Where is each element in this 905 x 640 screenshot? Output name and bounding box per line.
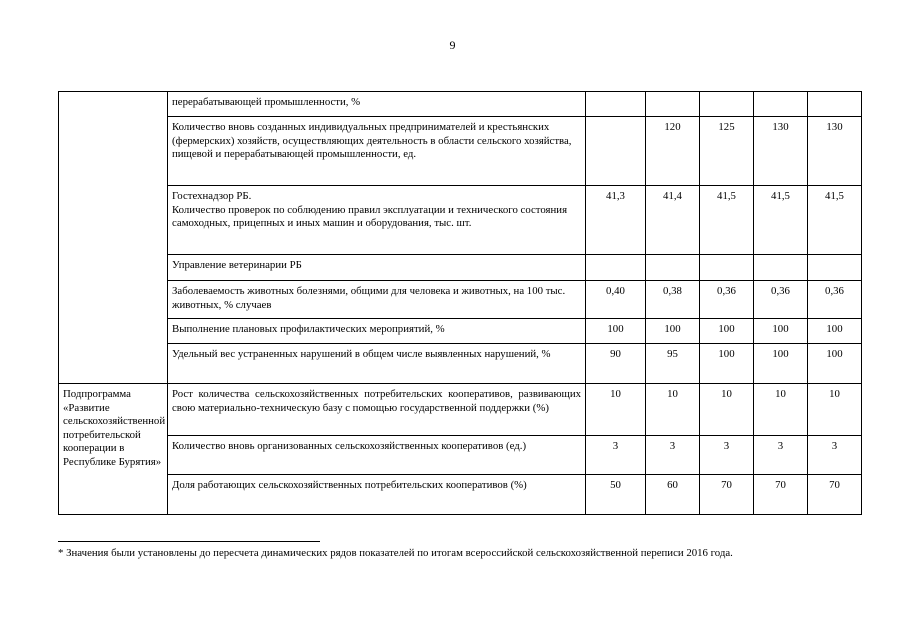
value-cell: 10 <box>808 384 862 436</box>
value-cell: 100 <box>700 319 754 344</box>
value-cell: 0,36 <box>754 281 808 319</box>
table-row <box>59 186 862 255</box>
value-cell: 100 <box>808 319 862 344</box>
value-cell <box>754 92 808 117</box>
table-row <box>59 344 862 384</box>
value-cell: 0,36 <box>700 281 754 319</box>
footnote-divider <box>58 541 320 542</box>
value-cell: 3 <box>808 436 862 475</box>
indicator-cell: перерабатывающей промышленности, % <box>168 92 586 117</box>
indicator-cell: Количество вновь организованных сельскохозяйственных кооперативов (ед.) <box>168 436 586 475</box>
value-cell <box>700 255 754 281</box>
footnote: * Значения были установлены до пересчета динамических рядов показателей по итогам всероссийской сельскохозяйственной переписи 2016 года. <box>58 547 733 559</box>
table-row <box>59 384 862 436</box>
value-cell <box>586 117 646 186</box>
indicator-cell <box>168 186 586 255</box>
value-cell <box>586 92 646 117</box>
value-cell: 120 <box>646 117 700 186</box>
value-cell: 0,36 <box>808 281 862 319</box>
value-cell: 41,5 <box>808 186 862 255</box>
value-cell: 50 <box>586 475 646 515</box>
value-cell: 100 <box>754 319 808 344</box>
table-row <box>59 117 862 186</box>
value-cell <box>586 255 646 281</box>
value-cell: 90 <box>586 344 646 384</box>
value-cell: 95 <box>646 344 700 384</box>
value-cell: 70 <box>700 475 754 515</box>
value-cell: 100 <box>646 319 700 344</box>
indicator-cell: Рост количества сельскохозяйственных потребительских кооперативов, развивающих свою материально-техническую базу с помощью государственной поддержки (%) <box>168 384 586 436</box>
value-cell <box>646 92 700 117</box>
value-cell <box>754 255 808 281</box>
indicator-heading: Гостехнадзор РБ. Количество проверок по соблюдению правил эксплуатации и технического состояния самоходных, прицепных и иных машин и оборудования, тыс. шт. <box>172 190 568 229</box>
value-cell <box>808 255 862 281</box>
value-cell: 0,40 <box>586 281 646 319</box>
value-cell <box>700 92 754 117</box>
value-cell: 3 <box>700 436 754 475</box>
value-cell: 3 <box>754 436 808 475</box>
indicators-table <box>58 91 862 515</box>
value-cell: 130 <box>808 117 862 186</box>
table-row <box>59 281 862 319</box>
section-heading: Управление ветеринарии РБ <box>168 255 586 281</box>
page-number: 9 <box>449 38 456 52</box>
value-cell: 41,3 <box>586 186 646 255</box>
value-cell: 3 <box>646 436 700 475</box>
value-cell: 100 <box>700 344 754 384</box>
value-cell: 130 <box>754 117 808 186</box>
subprogram-cell-empty <box>59 92 168 384</box>
value-cell: 41,4 <box>646 186 700 255</box>
indicator-cell: Заболеваемость животных болезнями, общими для человека и животных, на 100 тыс. животных, % случаев <box>168 281 586 319</box>
value-cell: 70 <box>808 475 862 515</box>
value-cell: 41,5 <box>700 186 754 255</box>
indicator-cell: Доля работающих сельскохозяйственных потребительских кооперативов (%) <box>168 475 586 515</box>
subprogram-name: Подпрограмма «Развитие сельскохозяйственной потребительской кооперации в Республике Бурятия» <box>59 384 168 515</box>
value-cell: 10 <box>646 384 700 436</box>
value-cell: 41,5 <box>754 186 808 255</box>
value-cell: 60 <box>646 475 700 515</box>
value-cell: 0,38 <box>646 281 700 319</box>
value-cell: 70 <box>754 475 808 515</box>
value-cell: 100 <box>586 319 646 344</box>
table-row <box>59 436 862 475</box>
table-row <box>59 475 862 515</box>
value-cell <box>808 92 862 117</box>
value-cell: 100 <box>808 344 862 384</box>
value-cell: 3 <box>586 436 646 475</box>
value-cell: 125 <box>700 117 754 186</box>
table-row <box>59 92 862 117</box>
value-cell: 10 <box>700 384 754 436</box>
indicator-cell: Удельный вес устраненных нарушений в общем числе выявленных нарушений, % <box>168 344 586 384</box>
value-cell: 10 <box>586 384 646 436</box>
table-row <box>59 319 862 344</box>
indicator-cell: Количество вновь созданных индивидуальных предпринимателей и крестьянских (фермерских) хозяйств, осуществляющих деятельность в области сельского хозяйства, пищевой и перерабатывающей промышленности, ед. <box>168 117 586 186</box>
value-cell: 10 <box>754 384 808 436</box>
value-cell <box>646 255 700 281</box>
indicator-cell: Выполнение плановых профилактических мероприятий, % <box>168 319 586 344</box>
value-cell: 100 <box>754 344 808 384</box>
table-row <box>59 255 862 281</box>
